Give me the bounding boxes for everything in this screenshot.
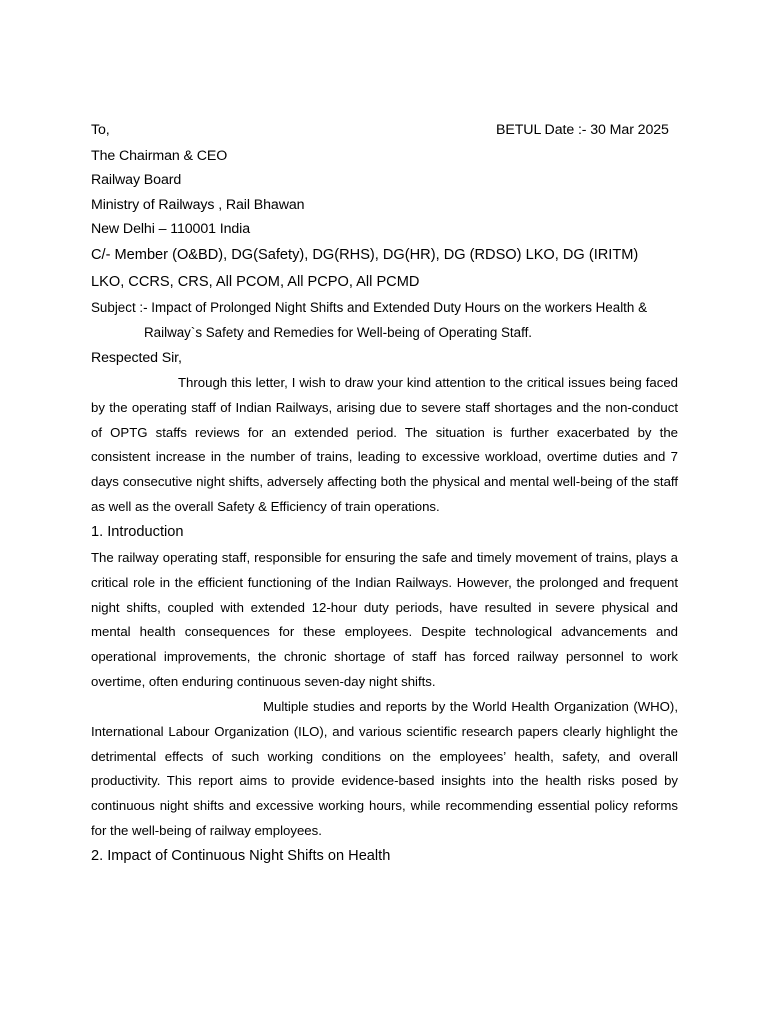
subject-line: Subject :- Impact of Prolonged Night Shifts and Extended Duty Hours on the workers Health & bbox=[91, 300, 647, 315]
recipient-line: Railway Board bbox=[91, 172, 182, 188]
recipient-line: Ministry of Railways , Rail Bhawan bbox=[91, 197, 305, 213]
section-heading: 1. Introduction bbox=[91, 524, 184, 540]
greeting: Respected Sir, bbox=[91, 350, 182, 366]
cc-line: LKO, CCRS, CRS, All PCOM, All PCPO, All PCMD bbox=[91, 274, 420, 290]
section-heading: 2. Impact of Continuous Night Shifts on Health bbox=[91, 848, 391, 864]
body-paragraph: Multiple studies and reports by the World Health Organization (WHO), International Labour Organization (ILO), and various scientific research papers clearly highlight the detrimental effects of such working conditions on the employees’ health, safety, and overall productivity. This report aims to provide evidence-based insights into the health risks posed by continuous night shifts and excessive working hours, while recommending essential policy reforms for the well-being of railway employees. bbox=[91, 699, 678, 838]
recipient-line: New Delhi – 110001 India bbox=[91, 221, 251, 237]
body-paragraph: The railway operating staff, responsible for ensuring the safe and timely movement of trains, plays a critical role in the efficient functioning of the Indian Railways. However, the prolonged and frequent night shifts, coupled with extended 12-hour duty periods, have resulted in severe physical and mental health consequences for these employees. Despite technological advancements and operational improvements, the chronic shortage of staff has forced railway personnel to work overtime, often enduring continuous seven-day night shifts. bbox=[91, 550, 678, 689]
recipient-line: The Chairman & CEO bbox=[91, 148, 228, 164]
intro-paragraph: Through this letter, I wish to draw your kind attention to the critical issues being faced by the operating staff of Indian Railways, arising due to severe staff shortages and the non-conduct of OPTG staffs reviews for an extended period. The situation is further exacerbated by the consistent increase in the number of trains, leading to excessive workload, overtime duties and 7 days consecutive night shifts, adversely affecting both the physical and mental well-being of the staff as well as the overall Safety & Efficiency of train operations. bbox=[91, 375, 678, 514]
subject-line: Railway`s Safety and Remedies for Well-being of Operating Staff. bbox=[144, 325, 533, 340]
salutation-to: To, bbox=[91, 122, 110, 138]
location-date: BETUL Date :- 30 Mar 2025 bbox=[496, 122, 669, 138]
cc-line: C/- Member (O&BD), DG(Safety), DG(RHS), DG(HR), DG (RDSO) LKO, DG (IRITM) bbox=[91, 247, 639, 263]
